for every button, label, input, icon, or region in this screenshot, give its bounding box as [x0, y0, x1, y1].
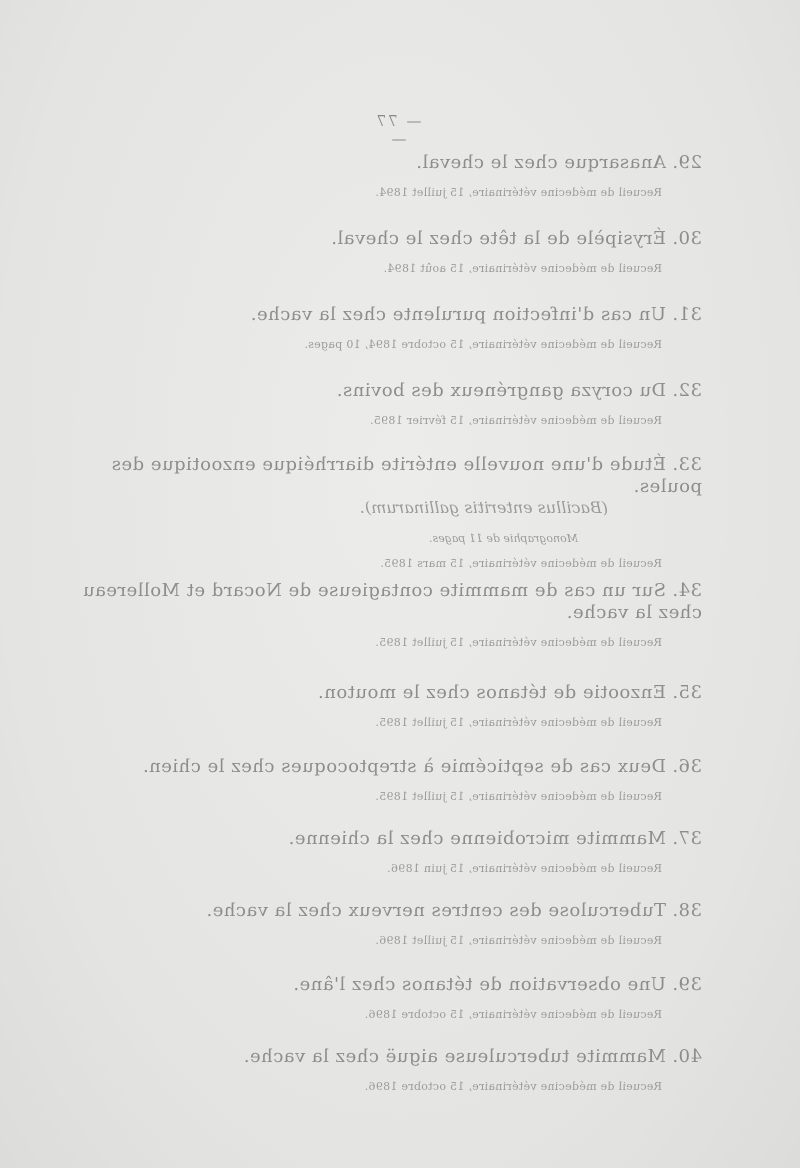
- entry-title-text: Étude d'une nouvelle entérite diarrhéique enzootique des poules.: [111, 454, 702, 497]
- entry-title-text: Deux cas de septicémie à streptocoques chez le chien.: [142, 756, 666, 777]
- entry-source: Recueil de médecine vétérinaire, 15 juillet 1894.: [375, 186, 662, 199]
- bibliography-entry: [58, 828, 708, 875]
- entry-source: Recueil de médecine vétérinaire, 15 juillet 1896.: [375, 934, 662, 947]
- entry-title: [58, 756, 708, 778]
- entry-number: 36.: [671, 756, 702, 777]
- entry-subtitle: (Bacillus enteritis gallinarum).: [359, 498, 608, 517]
- bibliography-entry: [58, 1046, 708, 1093]
- bibliography-entry: [58, 974, 708, 1021]
- entry-source: Recueil de médecine vétérinaire, 15 octobre 1894, 10 pages.: [304, 338, 662, 351]
- entry-number: 40.: [671, 1046, 702, 1067]
- entry-number: 37.: [671, 828, 702, 849]
- entry-title-text: Un cas d'infection purulente chez la vache.: [250, 304, 666, 325]
- entry-source: Recueil de médecine vétérinaire, 15 février 1895.: [369, 414, 662, 427]
- bibliography-entry: [58, 682, 708, 729]
- entry-note: Monographie de 11 pages.: [429, 532, 578, 545]
- entry-source: Recueil de médecine vétérinaire, 15 juillet 1895.: [375, 790, 662, 803]
- bibliography-entry: [58, 228, 708, 275]
- entry-source: Recueil de médecine vétérinaire, 15 août 1894.: [383, 262, 662, 275]
- entry-title: [58, 380, 708, 402]
- entry-title-text: Mammite microbienne chez la chienne.: [288, 828, 666, 849]
- entry-title: [58, 152, 708, 174]
- entry-number: 31.: [671, 304, 702, 325]
- entry-number: 39.: [671, 974, 702, 995]
- entry-title-text: Tuberculose des centres nerveux chez la vache.: [206, 900, 666, 921]
- entry-title: [58, 228, 708, 250]
- bibliography-entry: [58, 304, 708, 351]
- entry-number: 38.: [671, 900, 702, 921]
- entry-source: Recueil de médecine vétérinaire, 15 juillet 1895.: [375, 636, 662, 649]
- bibliography-entry: [58, 454, 708, 570]
- entry-source: Recueil de médecine vétérinaire, 15 mars 1895.: [380, 557, 662, 570]
- bibliography-entry: [58, 580, 708, 649]
- entry-title: [58, 1046, 708, 1068]
- entry-title-text: Du coryza gangréneux des bovins.: [336, 380, 666, 401]
- entry-title-text: Anasarque chez le cheval.: [415, 152, 666, 173]
- entry-source: Recueil de médecine vétérinaire, 15 juin 1896.: [386, 862, 662, 875]
- entry-source: Recueil de médecine vétérinaire, 15 octobre 1896.: [364, 1080, 662, 1093]
- entry-number: 35.: [671, 682, 702, 703]
- page-number: — 77 —: [374, 112, 422, 148]
- bibliography-entry: [58, 756, 708, 803]
- entry-number: 33.: [671, 454, 702, 475]
- entry-title-text: Mammite tuberculeuse aiguë chez la vache.: [243, 1046, 666, 1067]
- entry-title-text: Enzootie de tétanos chez le mouton.: [317, 682, 666, 703]
- entry-title: [58, 454, 708, 498]
- bibliography-entry: [58, 152, 708, 199]
- entry-title-text: Une observation de tétanos chez l'âne.: [292, 974, 666, 995]
- entry-number: 34.: [671, 580, 702, 601]
- entry-number: 30.: [671, 228, 702, 249]
- entry-number: 32.: [671, 380, 702, 401]
- entry-title: [58, 974, 708, 996]
- entry-title: [58, 682, 708, 704]
- entry-title-text: Érysipèle de la tête chez le cheval.: [330, 228, 666, 249]
- entry-title: [58, 828, 708, 850]
- bibliography-entry: [58, 380, 708, 427]
- bibliography-entry: [58, 900, 708, 947]
- entry-title: [58, 304, 708, 326]
- entry-title-text: Sur un cas de mammite contagieuse de Nocard et Mollereau chez la vache.: [82, 580, 702, 623]
- entry-number: 29.: [671, 152, 702, 173]
- entry-source: Recueil de médecine vétérinaire, 15 octobre 1896.: [364, 1008, 662, 1021]
- entry-source: Recueil de médecine vétérinaire, 15 juillet 1895.: [375, 716, 662, 729]
- entry-title: [58, 580, 708, 624]
- entry-title: [58, 900, 708, 922]
